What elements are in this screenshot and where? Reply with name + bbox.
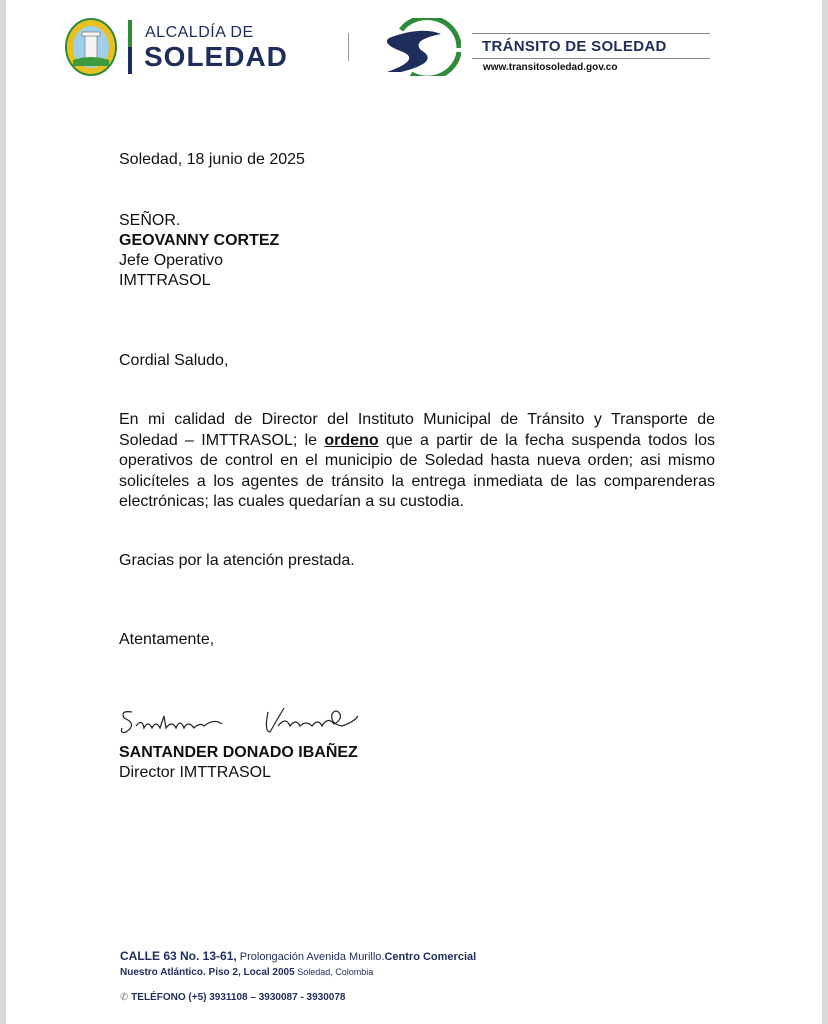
footer-phone [120,992,345,1004]
alcaldia-big-label: SOLEDAD [144,41,288,72]
greeting: Cordial Saludo, [119,352,229,369]
alcaldia-seal-logo [65,18,117,76]
signer-name: SANTANDER DONADO IBAÑEZ [119,744,358,761]
letter-date: Soledad, 18 junio de 2025 [119,151,305,168]
recipient-name: GEOVANNY CORTEZ [119,232,280,249]
alcaldia-small-label: ALCALDÍA DE [145,24,254,41]
transito-road-logo [381,18,461,76]
salutation-title: SEÑOR. [119,212,181,229]
address-avenue: Prolongación Avenida Murillo. [236,951,385,963]
footer-address-line1 [120,949,476,965]
address-mall: Centro Comercial [384,951,477,963]
recipient-org: IMTTRASOL [119,272,211,289]
body-emphasis: ordeno [324,431,379,449]
handwritten-signature [118,698,368,738]
transito-title: TRÁNSITO DE SOLEDAD [482,38,667,55]
transito-rule-top [472,33,710,34]
address-local: Nuestro Atlántico. Piso 2, Local 2005 [120,967,295,978]
body-text-end: que a partir de la fecha suspenda todos los operativos de control en el municipio de Soledad hasta nueva orden; asi mismo solicíteles a los agentes de tránsito la entrega inmediata de las comparenderas electrónicas; las cuales quedarían a su custodia. [119,431,716,510]
transito-rule-bottom [472,58,710,59]
logo-divider-green [128,20,132,74]
body-text-start: En mi calidad de Director del Instituto Municipal de Tránsito y Transporte de Soledad – IMTTRASOL; le [119,411,715,449]
website-link[interactable]: www.transitosoledad.gov.co [483,62,618,73]
letter-page [6,0,822,1024]
address-city: Soledad, Colombia [294,967,374,977]
thanks-line: Gracias por la atención prestada. [119,552,355,569]
address-street: CALLE 63 No. 13-61, [120,949,237,963]
footer-address-line2 [120,966,373,979]
phone-numbers: TELÉFONO (+5) 3931108 – 3930087 - 3930078 [131,992,346,1003]
phone-icon: ✆ [120,992,129,1003]
closing-line: Atentamente, [119,631,215,648]
signer-role: Director IMTTRASOL [119,764,272,781]
header-separator [348,33,349,61]
recipient-role: Jefe Operativo [119,252,224,269]
body-paragraph [119,410,715,513]
